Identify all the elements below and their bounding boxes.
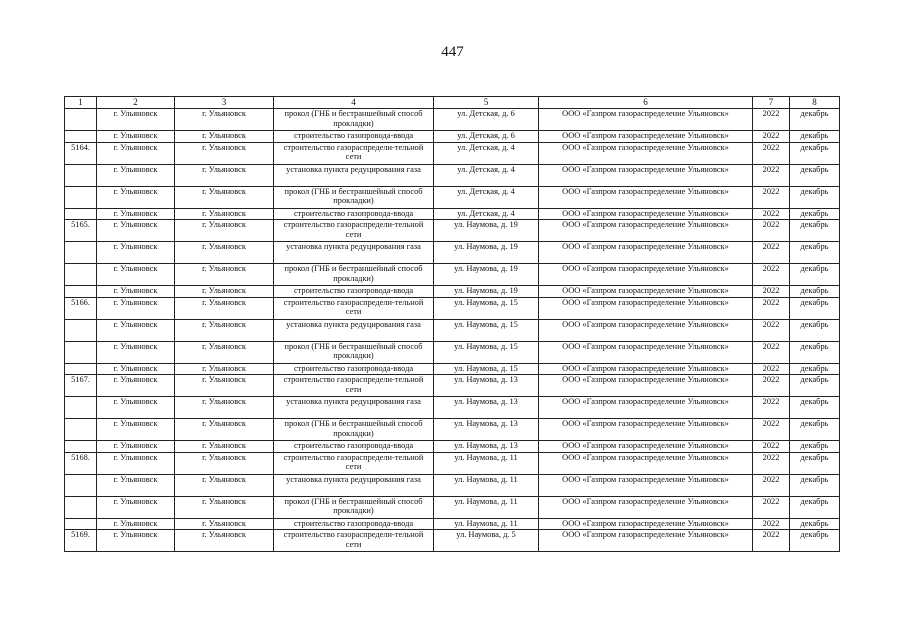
row-number-cell: [65, 474, 97, 496]
table-row: [65, 530, 840, 552]
row-number-cell: 5166.: [65, 297, 97, 319]
row-number-cell: [65, 242, 97, 264]
work-type-cell: прокол (ГНБ и бестраншейный способ прокладки): [274, 186, 434, 208]
row-number-cell: [65, 441, 97, 453]
locality-cell: г. Ульяновск: [175, 363, 274, 375]
city-cell: г. Ульяновск: [97, 441, 175, 453]
city-cell: г. Ульяновск: [97, 341, 175, 363]
column-number-row: [65, 97, 840, 109]
row-number-cell: 5165.: [65, 220, 97, 242]
address-cell: ул. Наумова, д. 15: [434, 341, 539, 363]
column-header: 6: [539, 97, 753, 109]
year-cell: 2022: [753, 297, 790, 319]
table-row: [65, 518, 840, 530]
month-cell: декабрь: [790, 297, 840, 319]
organization-cell: ООО «Газпром газораспределение Ульяновск»: [539, 164, 753, 186]
work-type-cell: прокол (ГНБ и бестраншейный способ прокладки): [274, 496, 434, 518]
city-cell: г. Ульяновск: [97, 319, 175, 341]
work-type-cell: строительство газораспредели-тельной сети: [274, 530, 434, 552]
year-cell: 2022: [753, 186, 790, 208]
table-row: [65, 363, 840, 375]
row-number-cell: [65, 341, 97, 363]
year-cell: 2022: [753, 319, 790, 341]
organization-cell: ООО «Газпром газораспределение Ульяновск»: [539, 496, 753, 518]
locality-cell: г. Ульяновск: [175, 220, 274, 242]
city-cell: г. Ульяновск: [97, 164, 175, 186]
month-cell: декабрь: [790, 142, 840, 164]
address-cell: ул. Наумова, д. 19: [434, 264, 539, 286]
address-cell: ул. Наумова, д. 11: [434, 518, 539, 530]
table-row: [65, 496, 840, 518]
work-type-cell: строительство газопровода-ввода: [274, 131, 434, 143]
address-cell: ул. Детская, д. 4: [434, 164, 539, 186]
year-cell: 2022: [753, 109, 790, 131]
month-cell: декабрь: [790, 242, 840, 264]
organization-cell: ООО «Газпром газораспределение Ульяновск»: [539, 142, 753, 164]
address-cell: ул. Наумова, д. 11: [434, 452, 539, 474]
work-type-cell: строительство газопровода-ввода: [274, 518, 434, 530]
month-cell: декабрь: [790, 518, 840, 530]
organization-cell: ООО «Газпром газораспределение Ульяновск»: [539, 452, 753, 474]
organization-cell: ООО «Газпром газораспределение Ульяновск»: [539, 109, 753, 131]
month-cell: декабрь: [790, 164, 840, 186]
organization-cell: ООО «Газпром газораспределение Ульяновск»: [539, 419, 753, 441]
city-cell: г. Ульяновск: [97, 474, 175, 496]
city-cell: г. Ульяновск: [97, 530, 175, 552]
year-cell: 2022: [753, 441, 790, 453]
month-cell: декабрь: [790, 208, 840, 220]
locality-cell: г. Ульяновск: [175, 530, 274, 552]
organization-cell: ООО «Газпром газораспределение Ульяновск»: [539, 530, 753, 552]
locality-cell: г. Ульяновск: [175, 142, 274, 164]
city-cell: г. Ульяновск: [97, 208, 175, 220]
locality-cell: г. Ульяновск: [175, 286, 274, 298]
month-cell: декабрь: [790, 220, 840, 242]
table-row: [65, 264, 840, 286]
locality-cell: г. Ульяновск: [175, 419, 274, 441]
organization-cell: ООО «Газпром газораспределение Ульяновск»: [539, 220, 753, 242]
work-type-cell: строительство газораспредели-тельной сети: [274, 452, 434, 474]
row-number-cell: [65, 363, 97, 375]
organization-cell: ООО «Газпром газораспределение Ульяновск»: [539, 264, 753, 286]
month-cell: декабрь: [790, 441, 840, 453]
work-type-cell: установка пункта редуцирования газа: [274, 164, 434, 186]
address-cell: ул. Наумова, д. 13: [434, 441, 539, 453]
address-cell: ул. Наумова, д. 13: [434, 397, 539, 419]
organization-cell: ООО «Газпром газораспределение Ульяновск»: [539, 297, 753, 319]
year-cell: 2022: [753, 208, 790, 220]
city-cell: г. Ульяновск: [97, 297, 175, 319]
month-cell: декабрь: [790, 530, 840, 552]
year-cell: 2022: [753, 530, 790, 552]
row-number-cell: [65, 186, 97, 208]
table-body: [65, 109, 840, 552]
address-cell: ул. Наумова, д. 11: [434, 474, 539, 496]
organization-cell: ООО «Газпром газораспределение Ульяновск»: [539, 341, 753, 363]
work-type-cell: строительство газораспредели-тельной сети: [274, 142, 434, 164]
city-cell: г. Ульяновск: [97, 452, 175, 474]
table-row: [65, 441, 840, 453]
table-row: [65, 474, 840, 496]
address-cell: ул. Наумова, д. 15: [434, 319, 539, 341]
city-cell: г. Ульяновск: [97, 286, 175, 298]
organization-cell: ООО «Газпром газораспределение Ульяновск»: [539, 375, 753, 397]
row-number-cell: [65, 397, 97, 419]
address-cell: ул. Наумова, д. 15: [434, 297, 539, 319]
organization-cell: ООО «Газпром газораспределение Ульяновск»: [539, 363, 753, 375]
month-cell: декабрь: [790, 496, 840, 518]
year-cell: 2022: [753, 286, 790, 298]
address-cell: ул. Наумова, д. 19: [434, 242, 539, 264]
year-cell: 2022: [753, 264, 790, 286]
locality-cell: г. Ульяновск: [175, 441, 274, 453]
address-cell: ул. Детская, д. 6: [434, 109, 539, 131]
works-table: [64, 96, 840, 552]
city-cell: г. Ульяновск: [97, 375, 175, 397]
work-type-cell: прокол (ГНБ и бестраншейный способ прокладки): [274, 419, 434, 441]
year-cell: 2022: [753, 419, 790, 441]
month-cell: декабрь: [790, 109, 840, 131]
locality-cell: г. Ульяновск: [175, 186, 274, 208]
work-type-cell: строительство газораспредели-тельной сети: [274, 375, 434, 397]
work-type-cell: прокол (ГНБ и бестраншейный способ прокладки): [274, 264, 434, 286]
work-type-cell: установка пункта редуцирования газа: [274, 242, 434, 264]
year-cell: 2022: [753, 164, 790, 186]
row-number-cell: 5169.: [65, 530, 97, 552]
column-header: 5: [434, 97, 539, 109]
work-type-cell: строительство газопровода-ввода: [274, 441, 434, 453]
work-type-cell: строительство газопровода-ввода: [274, 208, 434, 220]
year-cell: 2022: [753, 452, 790, 474]
address-cell: ул. Детская, д. 4: [434, 208, 539, 220]
table-row: [65, 419, 840, 441]
table-row: [65, 452, 840, 474]
table-row: [65, 297, 840, 319]
locality-cell: г. Ульяновск: [175, 297, 274, 319]
row-number-cell: [65, 419, 97, 441]
address-cell: ул. Детская, д. 6: [434, 131, 539, 143]
city-cell: г. Ульяновск: [97, 518, 175, 530]
organization-cell: ООО «Газпром газораспределение Ульяновск»: [539, 397, 753, 419]
locality-cell: г. Ульяновск: [175, 208, 274, 220]
organization-cell: ООО «Газпром газораспределение Ульяновск»: [539, 208, 753, 220]
table-row: [65, 208, 840, 220]
row-number-cell: [65, 496, 97, 518]
year-cell: 2022: [753, 397, 790, 419]
locality-cell: г. Ульяновск: [175, 242, 274, 264]
year-cell: 2022: [753, 341, 790, 363]
organization-cell: ООО «Газпром газораспределение Ульяновск»: [539, 474, 753, 496]
locality-cell: г. Ульяновск: [175, 341, 274, 363]
locality-cell: г. Ульяновск: [175, 131, 274, 143]
locality-cell: г. Ульяновск: [175, 264, 274, 286]
organization-cell: ООО «Газпром газораспределение Ульяновск»: [539, 518, 753, 530]
work-type-cell: строительство газопровода-ввода: [274, 363, 434, 375]
address-cell: ул. Наумова, д. 13: [434, 375, 539, 397]
locality-cell: г. Ульяновск: [175, 518, 274, 530]
city-cell: г. Ульяновск: [97, 264, 175, 286]
work-type-cell: строительство газораспредели-тельной сети: [274, 297, 434, 319]
table-row: [65, 220, 840, 242]
organization-cell: ООО «Газпром газораспределение Ульяновск»: [539, 242, 753, 264]
row-number-cell: [65, 319, 97, 341]
address-cell: ул. Наумова, д. 15: [434, 363, 539, 375]
address-cell: ул. Наумова, д. 5: [434, 530, 539, 552]
table-row: [65, 397, 840, 419]
table-row: [65, 319, 840, 341]
city-cell: г. Ульяновск: [97, 109, 175, 131]
table-row: [65, 109, 840, 131]
row-number-cell: 5164.: [65, 142, 97, 164]
row-number-cell: [65, 131, 97, 143]
row-number-cell: [65, 286, 97, 298]
month-cell: декабрь: [790, 286, 840, 298]
locality-cell: г. Ульяновск: [175, 496, 274, 518]
month-cell: декабрь: [790, 474, 840, 496]
month-cell: декабрь: [790, 375, 840, 397]
table-row: [65, 242, 840, 264]
address-cell: ул. Детская, д. 4: [434, 142, 539, 164]
month-cell: декабрь: [790, 363, 840, 375]
year-cell: 2022: [753, 242, 790, 264]
organization-cell: ООО «Газпром газораспределение Ульяновск»: [539, 319, 753, 341]
year-cell: 2022: [753, 142, 790, 164]
table-row: [65, 286, 840, 298]
row-number-cell: 5168.: [65, 452, 97, 474]
address-cell: ул. Детская, д. 4: [434, 186, 539, 208]
city-cell: г. Ульяновск: [97, 220, 175, 242]
work-type-cell: установка пункта редуцирования газа: [274, 474, 434, 496]
city-cell: г. Ульяновск: [97, 363, 175, 375]
month-cell: декабрь: [790, 186, 840, 208]
city-cell: г. Ульяновск: [97, 242, 175, 264]
work-type-cell: установка пункта редуцирования газа: [274, 319, 434, 341]
year-cell: 2022: [753, 474, 790, 496]
organization-cell: ООО «Газпром газораспределение Ульяновск»: [539, 131, 753, 143]
locality-cell: г. Ульяновск: [175, 397, 274, 419]
table-row: [65, 375, 840, 397]
organization-cell: ООО «Газпром газораспределение Ульяновск»: [539, 441, 753, 453]
month-cell: декабрь: [790, 341, 840, 363]
address-cell: ул. Наумова, д. 11: [434, 496, 539, 518]
work-type-cell: строительство газораспредели-тельной сети: [274, 220, 434, 242]
column-header: 3: [175, 97, 274, 109]
row-number-cell: [65, 164, 97, 186]
locality-cell: г. Ульяновск: [175, 164, 274, 186]
city-cell: г. Ульяновск: [97, 397, 175, 419]
locality-cell: г. Ульяновск: [175, 474, 274, 496]
address-cell: ул. Наумова, д. 13: [434, 419, 539, 441]
city-cell: г. Ульяновск: [97, 496, 175, 518]
work-type-cell: установка пункта редуцирования газа: [274, 397, 434, 419]
table-row: [65, 341, 840, 363]
work-type-cell: прокол (ГНБ и бестраншейный способ прокладки): [274, 109, 434, 131]
work-type-cell: прокол (ГНБ и бестраншейный способ прокладки): [274, 341, 434, 363]
row-number-cell: [65, 264, 97, 286]
column-header: 7: [753, 97, 790, 109]
city-cell: г. Ульяновск: [97, 131, 175, 143]
table-row: [65, 131, 840, 143]
address-cell: ул. Наумова, д. 19: [434, 220, 539, 242]
row-number-cell: [65, 109, 97, 131]
table-row: [65, 186, 840, 208]
column-header: 4: [274, 97, 434, 109]
table-row: [65, 142, 840, 164]
year-cell: 2022: [753, 220, 790, 242]
city-cell: г. Ульяновск: [97, 186, 175, 208]
month-cell: декабрь: [790, 452, 840, 474]
organization-cell: ООО «Газпром газораспределение Ульяновск»: [539, 286, 753, 298]
year-cell: 2022: [753, 518, 790, 530]
locality-cell: г. Ульяновск: [175, 319, 274, 341]
month-cell: декабрь: [790, 264, 840, 286]
year-cell: 2022: [753, 496, 790, 518]
row-number-cell: [65, 208, 97, 220]
month-cell: декабрь: [790, 319, 840, 341]
city-cell: г. Ульяновск: [97, 142, 175, 164]
year-cell: 2022: [753, 375, 790, 397]
column-header: 8: [790, 97, 840, 109]
row-number-cell: [65, 518, 97, 530]
city-cell: г. Ульяновск: [97, 419, 175, 441]
month-cell: декабрь: [790, 419, 840, 441]
column-header: 1: [65, 97, 97, 109]
page-number: 447: [441, 44, 464, 60]
month-cell: декабрь: [790, 131, 840, 143]
row-number-cell: 5167.: [65, 375, 97, 397]
organization-cell: ООО «Газпром газораспределение Ульяновск»: [539, 186, 753, 208]
column-header: 2: [97, 97, 175, 109]
year-cell: 2022: [753, 363, 790, 375]
month-cell: декабрь: [790, 397, 840, 419]
locality-cell: г. Ульяновск: [175, 375, 274, 397]
locality-cell: г. Ульяновск: [175, 109, 274, 131]
locality-cell: г. Ульяновск: [175, 452, 274, 474]
work-type-cell: строительство газопровода-ввода: [274, 286, 434, 298]
table-row: [65, 164, 840, 186]
year-cell: 2022: [753, 131, 790, 143]
address-cell: ул. Наумова, д. 19: [434, 286, 539, 298]
